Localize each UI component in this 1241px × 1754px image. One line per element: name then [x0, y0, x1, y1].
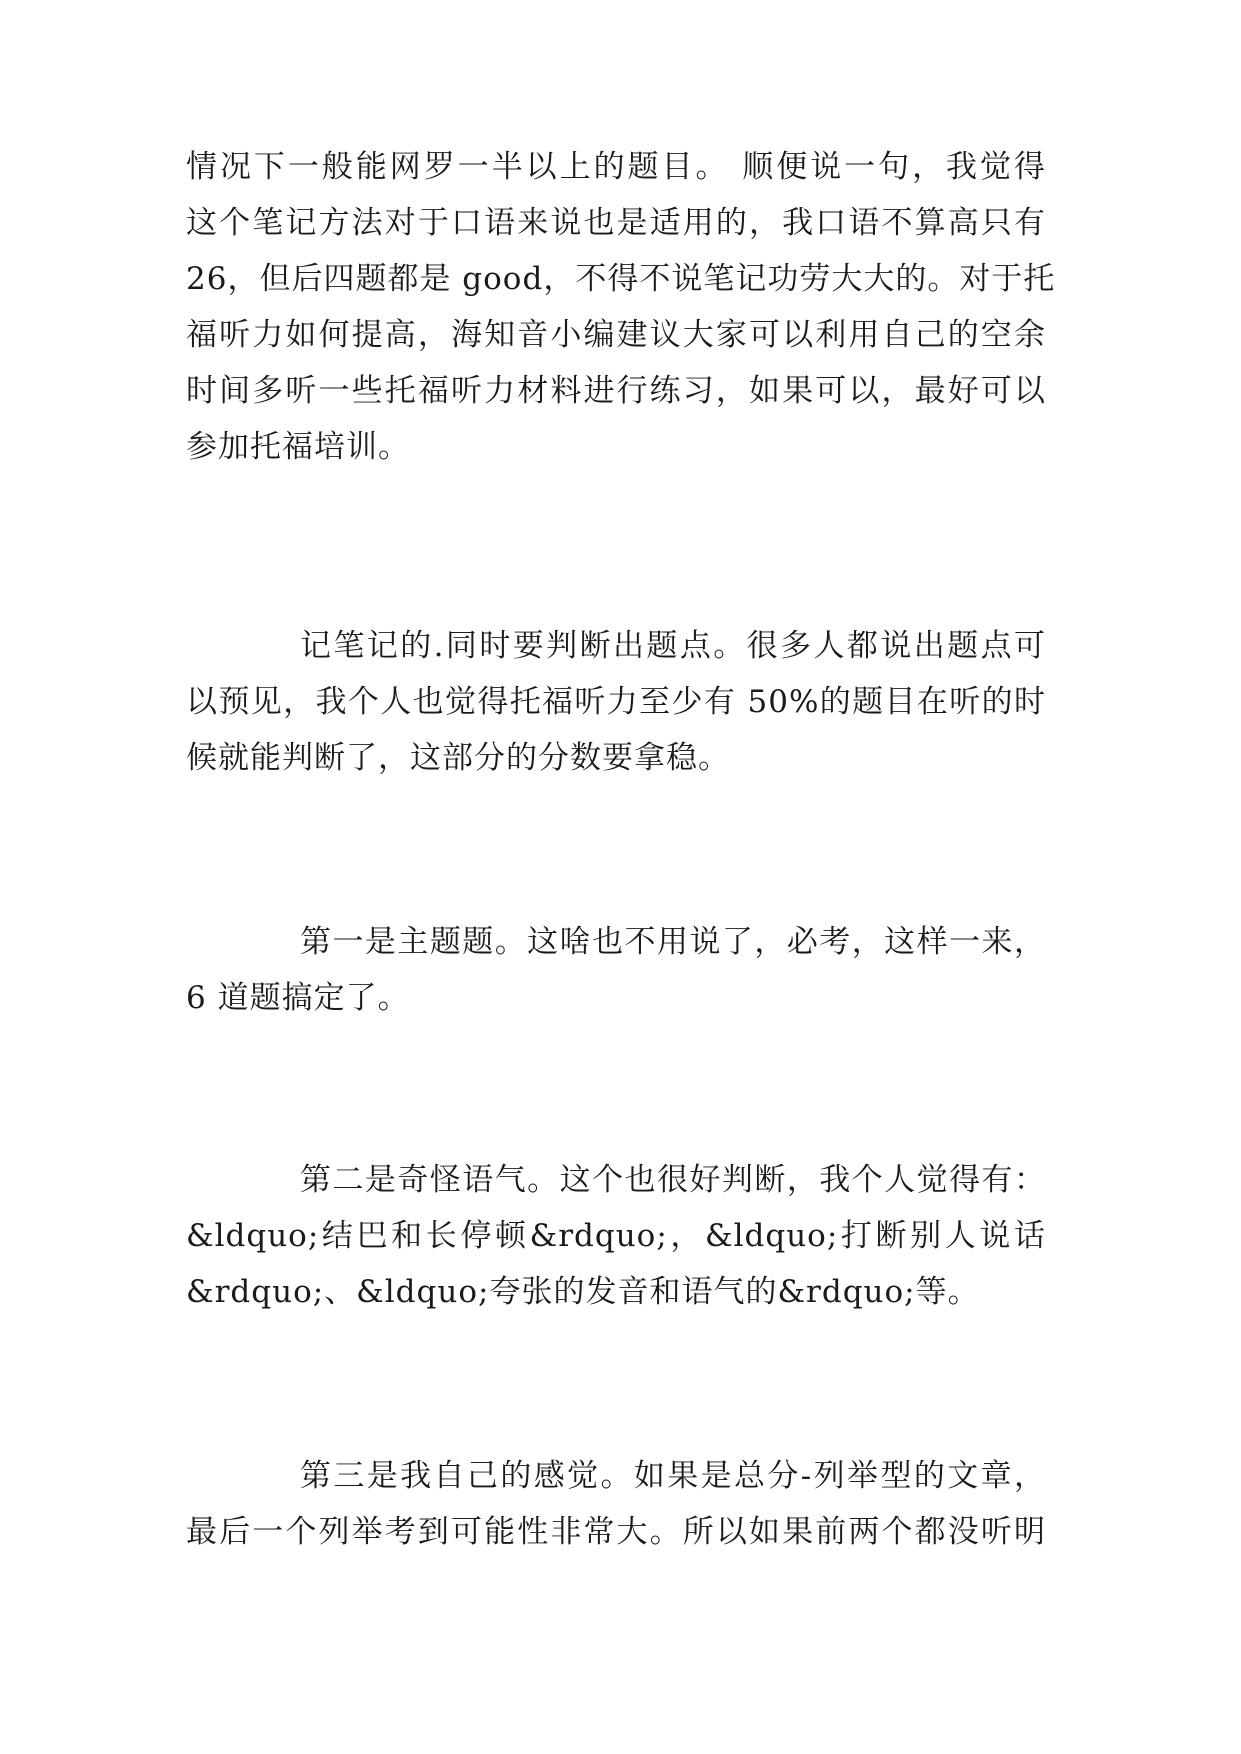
paragraph-line: 这个笔记方法对于口语来说也是适用的，我口语不算高只有	[186, 205, 1046, 241]
paragraph-line: 第二是奇怪语气。这个也很好判断，我个人觉得有：	[300, 1162, 1046, 1198]
paragraph-line: 最后一个列举考到可能性非常大。所以如果前两个都没听明	[186, 1514, 1046, 1550]
paragraph-line: 26，但后四题都是 good，不得不说笔记功劳大大的。对于托	[186, 261, 1056, 297]
paragraph-line: 第三是我自己的感觉。如果是总分-列举型的文章，	[300, 1458, 1046, 1494]
paragraph-line: &rdquo;、&ldquo;夸张的发音和语气的&rdquo;等。	[186, 1274, 980, 1310]
paragraph-line: 候就能判断了，这部分的分数要拿稳。	[186, 740, 730, 776]
paragraph-line: 福听力如何提高，海知音小编建议大家可以利用自己的空余	[186, 317, 1046, 353]
paragraph-line: 时间多听一些托福听力材料进行练习，如果可以，最好可以	[186, 373, 1046, 409]
paragraph-line: 情况下一般能网罗一半以上的题目。 顺便说一句，我觉得	[186, 149, 1046, 185]
paragraph-line: 6 道题搞定了。	[186, 980, 410, 1016]
paragraph-line: &ldquo;结巴和长停顿&rdquo;，&ldquo;打断别人说话	[186, 1218, 1046, 1254]
paragraph-line: 记笔记的.同时要判断出题点。很多人都说出题点可	[300, 628, 1046, 664]
paragraph-line: 以预见，我个人也觉得托福听力至少有 50%的题目在听的时	[186, 684, 1046, 720]
paragraph-line: 参加托福培训。	[186, 429, 410, 465]
paragraph-line: 第一是主题题。这啥也不用说了，必考，这样一来，	[300, 924, 1046, 960]
